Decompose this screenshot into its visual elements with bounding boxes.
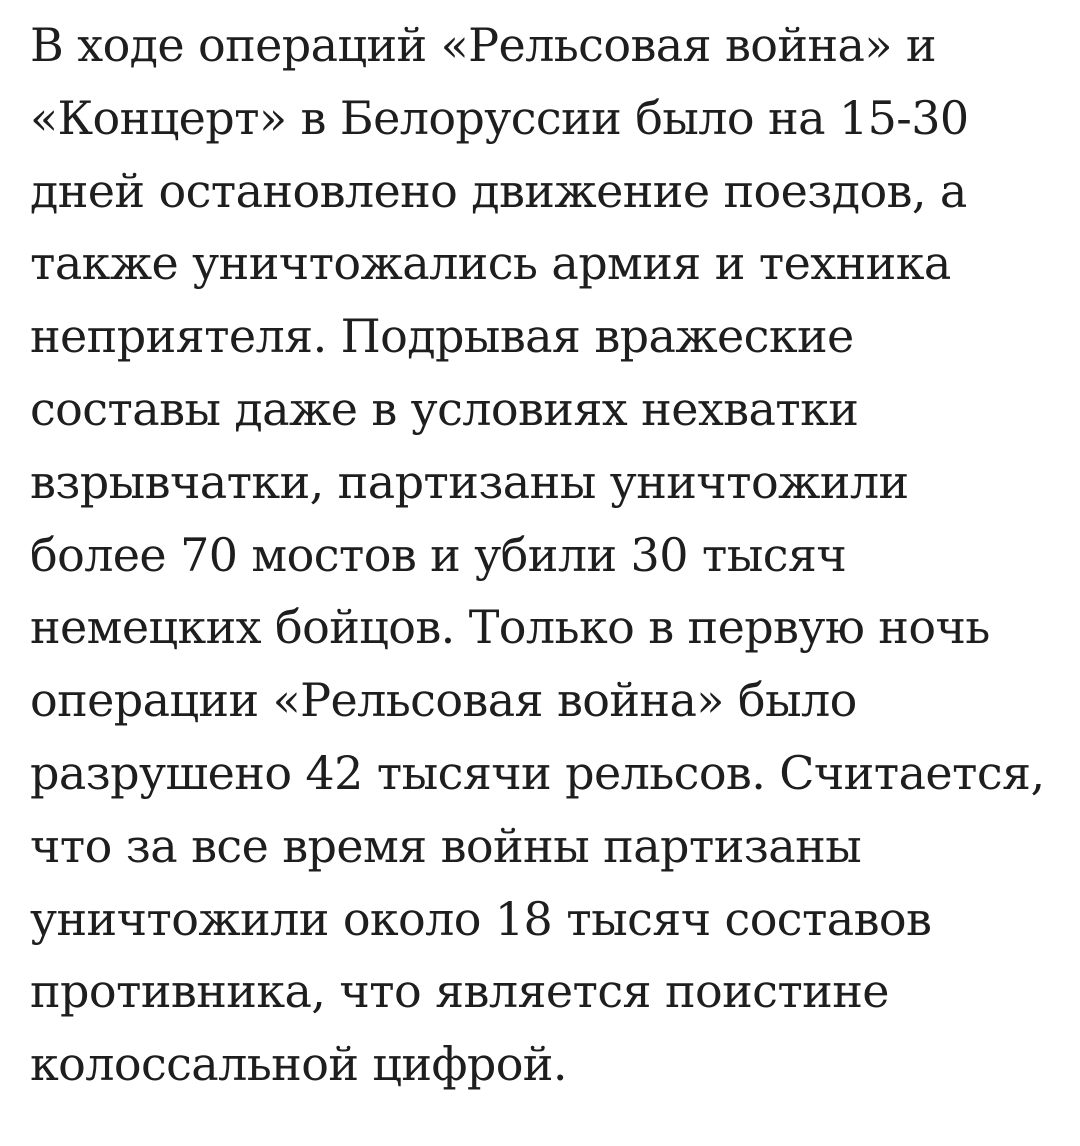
text-line: взрывчатки, партизаны уничтожили [30, 454, 909, 509]
text-line: составы даже в условиях нехватки [30, 381, 859, 436]
text-line: что за все время войны партизаны [30, 818, 862, 873]
text-line: операции «Рельсовая война» было [30, 673, 857, 728]
text-line: колоссальной цифрой. [30, 1037, 567, 1092]
text-line: В ходе операций «Рельсовая война» и [30, 18, 936, 72]
text-line: также уничтожались армия и техника [30, 236, 951, 291]
text-line: неприятеля. Подрывая вражеские [30, 309, 854, 364]
text-line: уничтожили около 18 тысяч составов [30, 891, 932, 946]
text-line: разрушено 42 тысячи рельсов. Считается, [30, 745, 1045, 800]
text-line: более 70 мостов и убили 30 тысяч [30, 527, 847, 582]
text-line: немецких бойцов. Только в первую ночь [30, 600, 990, 655]
text-line: противника, что является поистине [30, 964, 889, 1019]
text-line: дней остановлено движение поездов, а [30, 163, 967, 218]
text-line: «Концерт» в Белоруссии было на 15-30 [30, 90, 969, 145]
article-paragraph [30, 9, 1070, 1101]
